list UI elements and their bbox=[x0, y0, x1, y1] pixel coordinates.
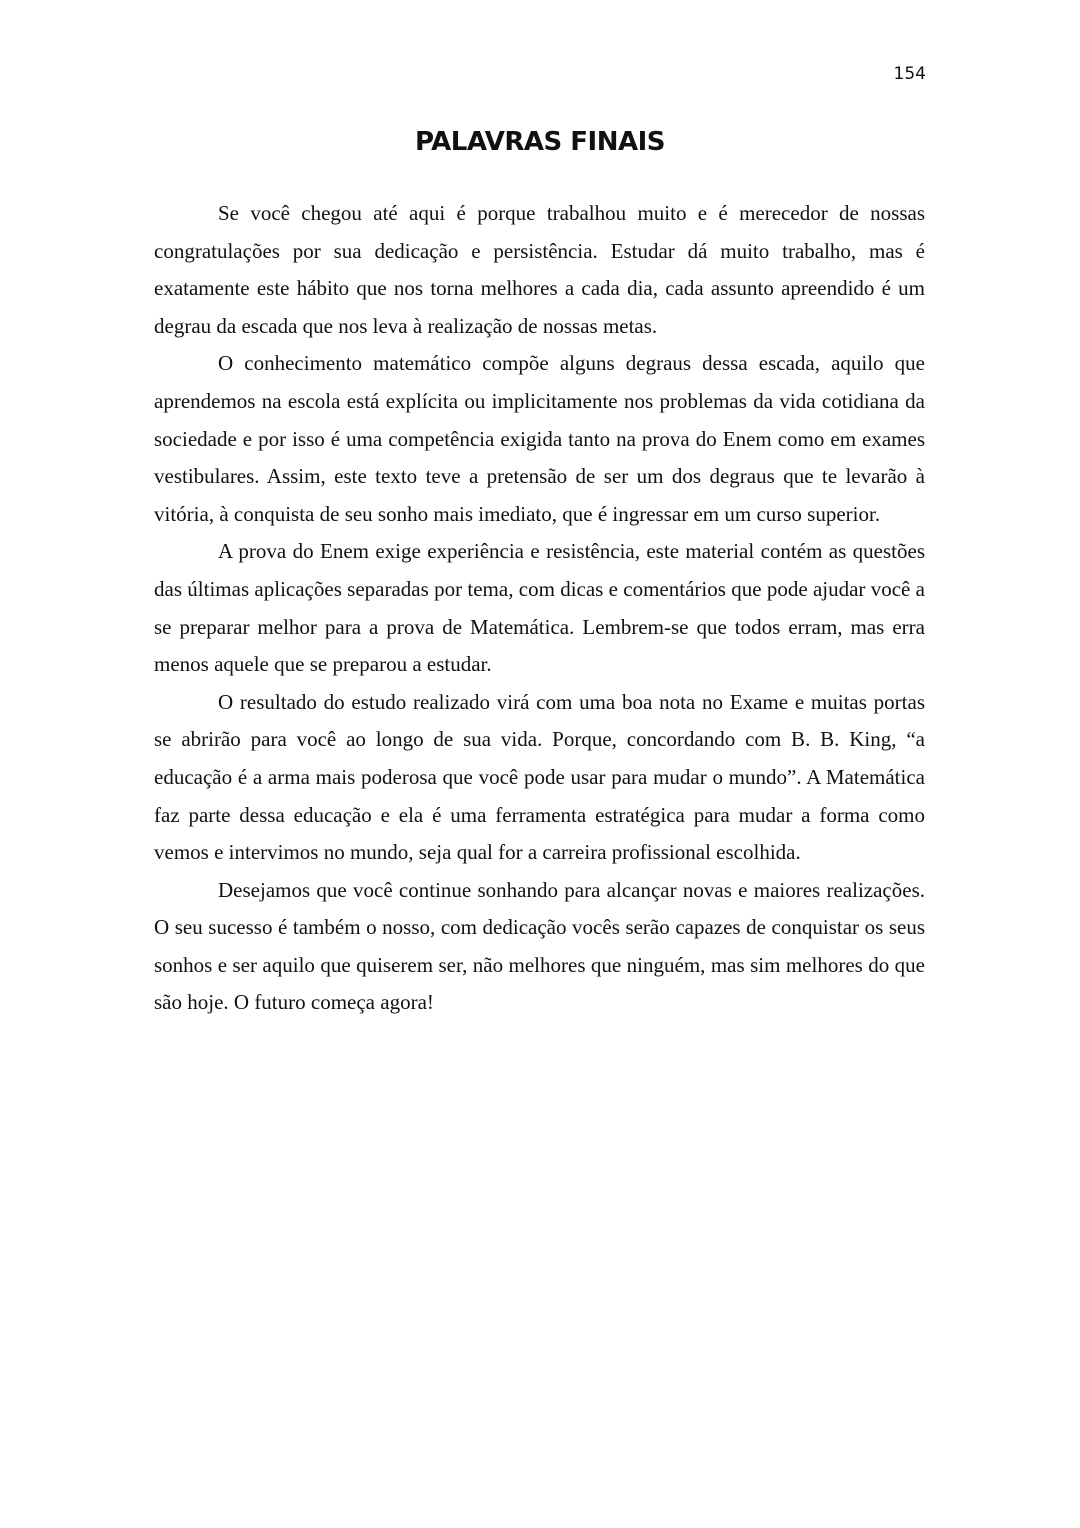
body-text bbox=[154, 195, 925, 1022]
paragraph: O conhecimento matemático compõe alguns degraus dessa escada, aquilo que aprendemos na escola está explícita ou implicitamente nos problemas da vida cotidiana da sociedade e por isso é uma competência exigida tanto na prova do Enem como em exames vestibulares. Assim, este texto teve a pretensão de ser um dos degraus que te levarão à vitória, à conquista de seu sonho mais imediato, que é ingressar em um curso superior. bbox=[154, 351, 925, 526]
page-title: PALAVRAS FINAIS bbox=[415, 127, 665, 157]
paragraph: A prova do Enem exige experiência e resistência, este material contém as questões das últimas aplicações separadas por tema, com dicas e comentários que pode ajudar você a se preparar melhor para a prova de Matemática. Lembrem-se que todos erram, mas erra menos aquele que se preparou a estudar. bbox=[154, 539, 925, 677]
paragraph: Se você chegou até aqui é porque trabalhou muito e é merecedor de nossas congratulações por sua dedicação e persistência. Estudar dá muito trabalho, mas é exatamente este hábito que nos torna melhores a cada dia, cada assunto apreendido é um degrau da escada que nos leva à realização de nossas metas. bbox=[154, 201, 925, 338]
page-number: 154 bbox=[893, 64, 926, 84]
paragraph: O resultado do estudo realizado virá com uma boa nota no Exame e muitas portas se abrirão para você ao longo de sua vida. Porque, concordando com B. B. King, “a educação é a arma mais poderosa que você pode usar para mudar o mundo”. A Matemática faz parte dessa educação e ela é uma ferramenta estratégica para mudar a forma como vemos e intervimos no mundo, seja qual for a carreira profissional escolhida. bbox=[154, 689, 925, 865]
paragraph: Desejamos que você continue sonhando para alcançar novas e maiores realizações. O seu sucesso é também o nosso, com dedicação vocês serão capazes de conquistar os seus sonhos e ser aquilo que quiserem ser, não melhores que ninguém, mas sim melhores do que são hoje. O futuro começa agora! bbox=[154, 877, 925, 1015]
